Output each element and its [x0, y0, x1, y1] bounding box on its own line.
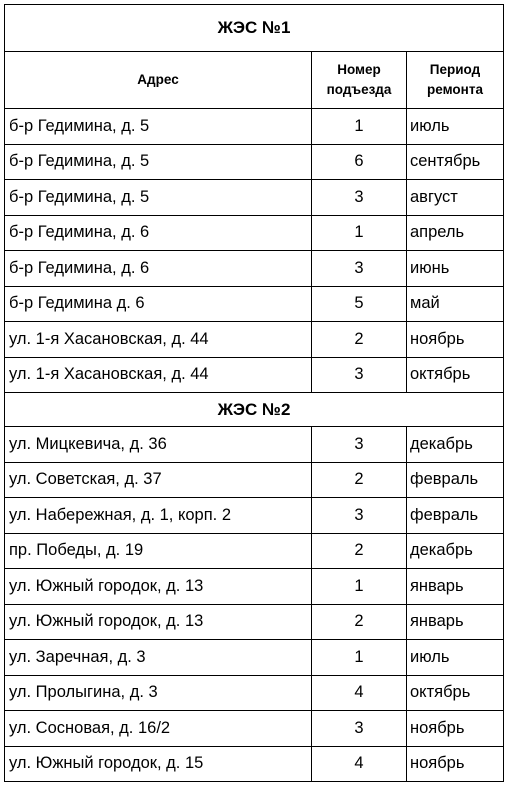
entrance-cell: 3 — [312, 711, 407, 747]
period-cell: октябрь — [407, 357, 504, 393]
table-row — [5, 711, 504, 747]
address-cell: б-р Гедимина, д. 5 — [5, 180, 312, 216]
entrance-cell: 2 — [312, 322, 407, 358]
table-row — [5, 180, 504, 216]
period-cell: май — [407, 286, 504, 322]
entrance-cell: 3 — [312, 427, 407, 463]
address-cell: пр. Победы, д. 19 — [5, 533, 312, 569]
address-cell: ул. 1-я Хасановская, д. 44 — [5, 357, 312, 393]
entrance-cell: 3 — [312, 251, 407, 287]
address-cell: ул. Заречная, д. 3 — [5, 640, 312, 676]
entrance-cell: 2 — [312, 533, 407, 569]
group-title: ЖЭС №2 — [5, 393, 504, 427]
period-cell: декабрь — [407, 427, 504, 463]
period-cell: декабрь — [407, 533, 504, 569]
period-cell: ноябрь — [407, 746, 504, 782]
entrance-cell: 1 — [312, 109, 407, 145]
address-cell: б-р Гедимина, д. 5 — [5, 109, 312, 145]
entrance-cell: 1 — [312, 640, 407, 676]
repair-schedule-table — [4, 4, 504, 782]
group-title-row — [5, 5, 504, 52]
table-row — [5, 109, 504, 145]
period-cell: январь — [407, 569, 504, 605]
address-cell: ул. Южный городок, д. 13 — [5, 569, 312, 605]
address-cell: ул. Пролыгина, д. 3 — [5, 675, 312, 711]
table-row — [5, 215, 504, 251]
period-cell: июль — [407, 640, 504, 676]
group-title: ЖЭС №1 — [5, 5, 504, 52]
entrance-cell: 2 — [312, 604, 407, 640]
entrance-cell: 4 — [312, 746, 407, 782]
period-cell: октябрь — [407, 675, 504, 711]
address-cell: ул. Южный городок, д. 15 — [5, 746, 312, 782]
entrance-cell: 2 — [312, 462, 407, 498]
table-row — [5, 251, 504, 287]
address-cell: ул. Мицкевича, д. 36 — [5, 427, 312, 463]
table-row — [5, 640, 504, 676]
entrance-cell: 3 — [312, 498, 407, 534]
address-cell: ул. Южный городок, д. 13 — [5, 604, 312, 640]
period-cell: ноябрь — [407, 322, 504, 358]
table-body — [5, 5, 504, 782]
entrance-cell: 6 — [312, 144, 407, 180]
table-row — [5, 322, 504, 358]
period-cell: февраль — [407, 462, 504, 498]
table-row — [5, 569, 504, 605]
address-cell: б-р Гедимина д. 6 — [5, 286, 312, 322]
table-row — [5, 746, 504, 782]
table-row — [5, 144, 504, 180]
address-cell: ул. Советская, д. 37 — [5, 462, 312, 498]
table-row — [5, 533, 504, 569]
period-cell: ноябрь — [407, 711, 504, 747]
entrance-cell: 3 — [312, 357, 407, 393]
table-row — [5, 498, 504, 534]
header-row — [5, 52, 504, 109]
entrance-cell: 5 — [312, 286, 407, 322]
table-row — [5, 286, 504, 322]
period-cell: июль — [407, 109, 504, 145]
period-cell: апрель — [407, 215, 504, 251]
group-title-row — [5, 393, 504, 427]
table-row — [5, 427, 504, 463]
period-cell: сентябрь — [407, 144, 504, 180]
table-row — [5, 604, 504, 640]
period-cell: июнь — [407, 251, 504, 287]
table-row — [5, 357, 504, 393]
address-cell: ул. 1-я Хасановская, д. 44 — [5, 322, 312, 358]
table-row — [5, 462, 504, 498]
column-header-period: Период ремонта — [407, 52, 504, 109]
entrance-cell: 1 — [312, 569, 407, 605]
entrance-cell: 1 — [312, 215, 407, 251]
address-cell: ул. Набережная, д. 1, корп. 2 — [5, 498, 312, 534]
period-cell: январь — [407, 604, 504, 640]
address-cell: б-р Гедимина, д. 6 — [5, 251, 312, 287]
address-cell: б-р Гедимина, д. 5 — [5, 144, 312, 180]
column-header-entrance: Номер подъезда — [312, 52, 407, 109]
entrance-cell: 3 — [312, 180, 407, 216]
period-cell: август — [407, 180, 504, 216]
column-header-address: Адрес — [5, 52, 312, 109]
entrance-cell: 4 — [312, 675, 407, 711]
address-cell: ул. Сосновая, д. 16/2 — [5, 711, 312, 747]
period-cell: февраль — [407, 498, 504, 534]
address-cell: б-р Гедимина, д. 6 — [5, 215, 312, 251]
table-row — [5, 675, 504, 711]
